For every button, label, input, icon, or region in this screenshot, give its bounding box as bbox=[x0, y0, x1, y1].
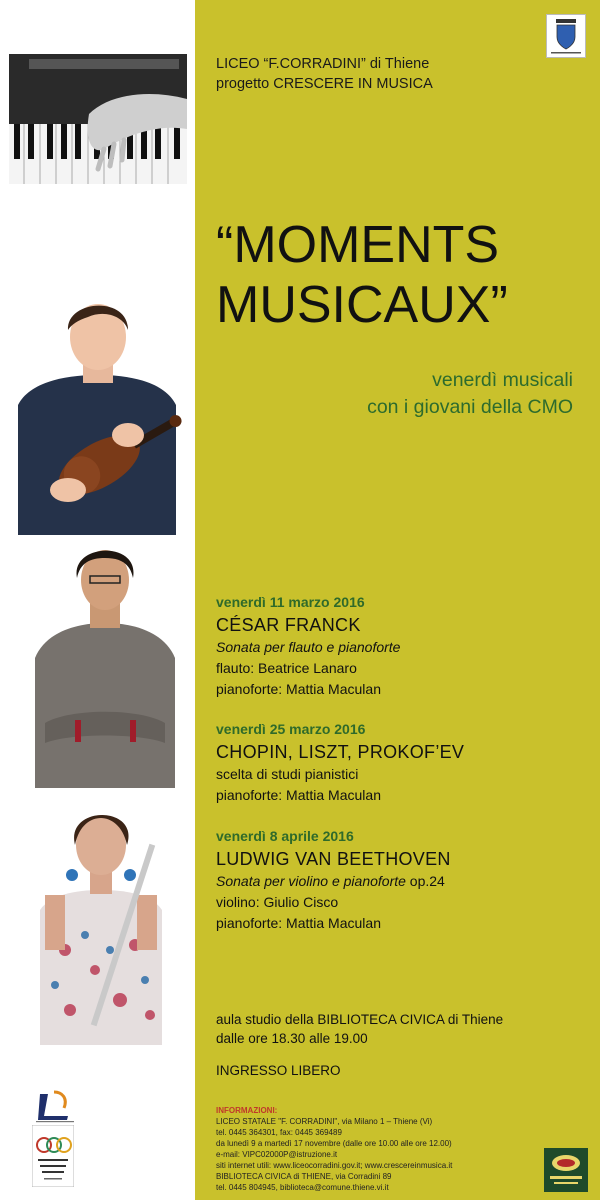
town-crest-icon bbox=[546, 14, 586, 58]
subtitle bbox=[260, 367, 573, 421]
header bbox=[216, 54, 433, 94]
pianist-photo bbox=[30, 548, 180, 788]
admission: INGRESSO LIBERO bbox=[216, 1063, 341, 1078]
event-work: scelta di studi pianistici bbox=[216, 766, 359, 782]
title-line-1: “MOMENTS bbox=[216, 216, 500, 274]
event-work: Sonata per flauto e pianoforte bbox=[216, 639, 401, 655]
info-line: da lunedì 9 a martedì 17 novembre (dalle ore 10.00 alle ore 12.00) bbox=[216, 1139, 452, 1148]
event-performer: pianoforte: Mattia Maculan bbox=[216, 787, 381, 803]
event-1 bbox=[216, 592, 400, 700]
orchestra-logo-icon bbox=[32, 1125, 74, 1187]
school-name: LICEO “F.CORRADINI” di Thiene bbox=[216, 56, 430, 72]
flutist-photo bbox=[25, 800, 177, 1045]
info-line: tel. 0445 804945, biblioteca@comune.thiene.vi.it bbox=[216, 1183, 389, 1192]
event-composer: CÉSAR FRANCK bbox=[216, 615, 361, 635]
event-work: Sonata per violino e pianoforte bbox=[216, 873, 406, 889]
info-line: BIBLIOTECA CIVICA di THIENE, via Corradini 89 bbox=[216, 1172, 392, 1181]
page-title bbox=[216, 215, 508, 335]
title-line-2: MUSICAUX” bbox=[216, 276, 508, 334]
event-date: venerdì 25 marzo 2016 bbox=[216, 721, 366, 737]
event-performer: pianoforte: Mattia Maculan bbox=[216, 915, 381, 931]
piano-photo bbox=[9, 54, 187, 184]
subtitle-line-1: venerdì musicali bbox=[432, 369, 573, 391]
venue-place: aula studio della BIBLIOTECA CIVICA di Thiene bbox=[216, 1012, 504, 1027]
event-performer: pianoforte: Mattia Maculan bbox=[216, 681, 381, 697]
event-opus: op.24 bbox=[405, 873, 445, 889]
event-3 bbox=[216, 826, 451, 934]
event-2 bbox=[216, 719, 464, 806]
event-performer: flauto: Beatrice Lanaro bbox=[216, 660, 357, 676]
project-name: progetto CRESCERE IN MUSICA bbox=[216, 76, 433, 92]
event-performer: violino: Giulio Cisco bbox=[216, 894, 339, 910]
venue bbox=[216, 1010, 503, 1048]
liceo-logo-icon bbox=[34, 1090, 76, 1124]
event-composer: LUDWIG VAN BEETHOVEN bbox=[216, 849, 451, 869]
violinist-photo bbox=[8, 295, 186, 535]
event-composer: CHOPIN, LISZT, PROKOF’EV bbox=[216, 742, 465, 762]
info-line: e-mail: VIPC02000P@istruzione.it bbox=[216, 1150, 338, 1159]
sponsor-logo-icon bbox=[544, 1148, 588, 1192]
info-line: tel. 0445 364301, fax: 0445 369489 bbox=[216, 1128, 342, 1137]
info-heading: INFORMAZIONI: bbox=[216, 1106, 278, 1115]
info-line: siti internet utili: www.liceocorradini.gov.it; www.crescereinmusica.it bbox=[216, 1161, 453, 1170]
event-date: venerdì 11 marzo 2016 bbox=[216, 594, 365, 610]
info-line: LICEO STATALE "F. CORRADINI", via Milano 1 – Thiene (Vi) bbox=[216, 1117, 433, 1126]
info-block bbox=[216, 1105, 452, 1193]
venue-time: dalle ore 18.30 alle 19.00 bbox=[216, 1031, 368, 1046]
subtitle-line-2: con i giovani della CMO bbox=[367, 396, 573, 418]
event-date: venerdì 8 aprile 2016 bbox=[216, 828, 354, 844]
